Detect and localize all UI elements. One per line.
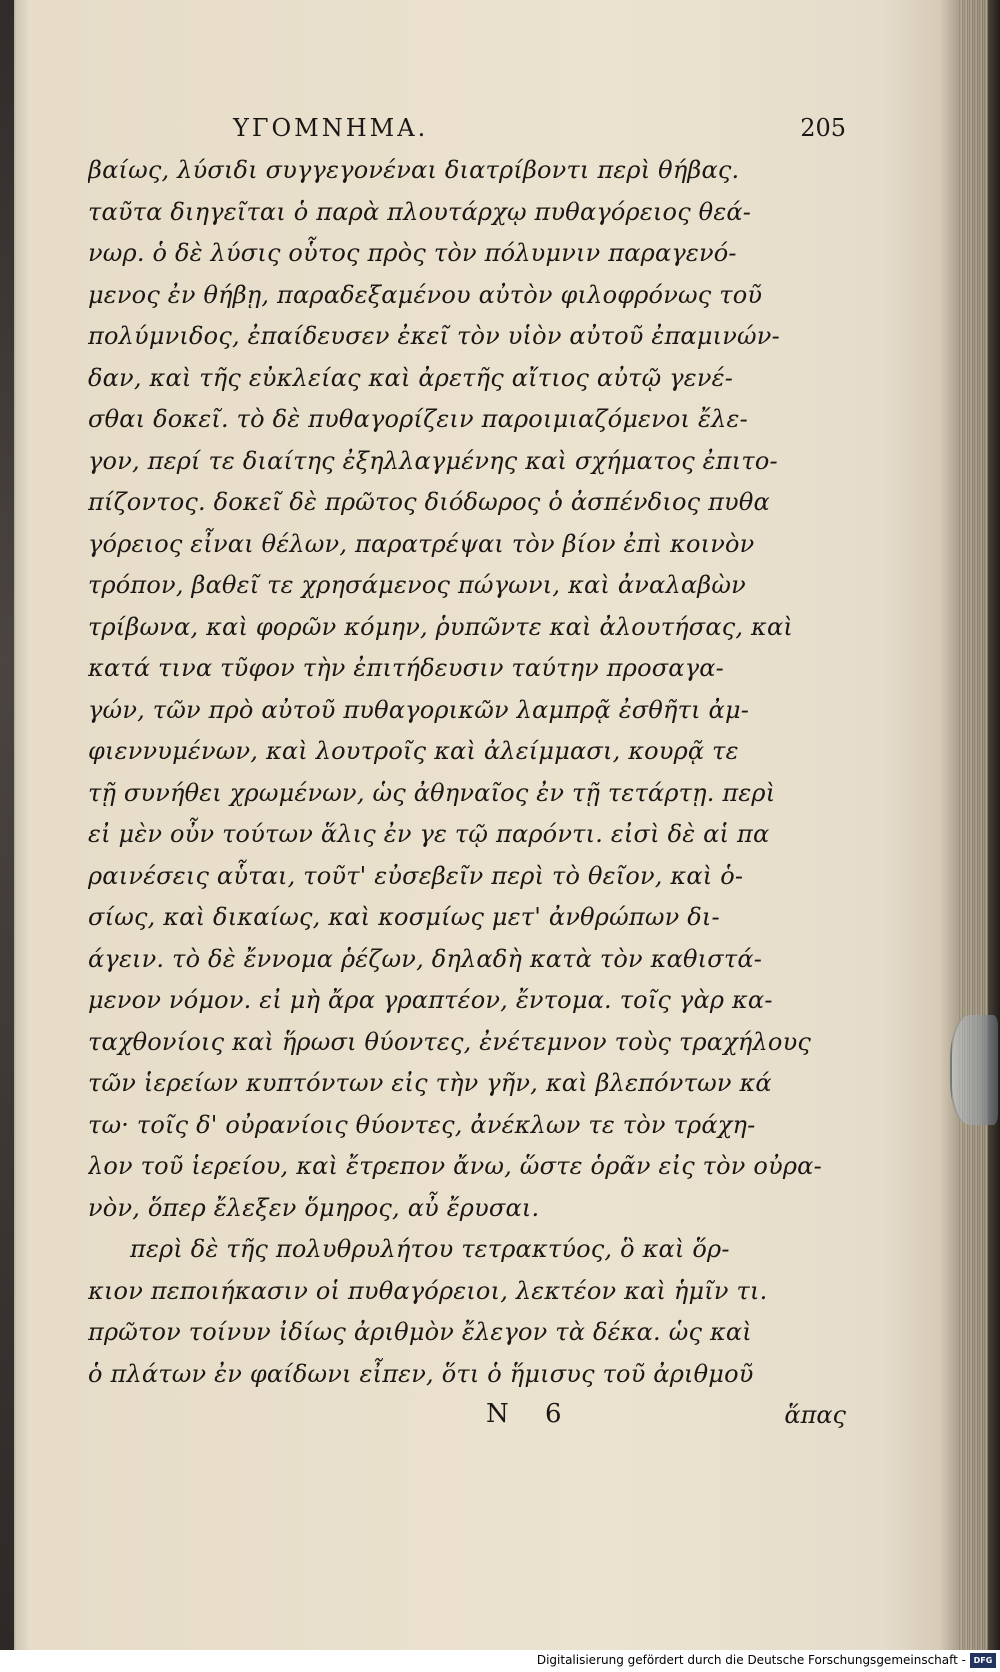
text-line: γόρειος εἶναι θέλων, παρατρέψαι τὸν βίον ἐπὶ κοινὸν xyxy=(88,529,755,558)
text-line: ταχθονίοις καὶ ἥρωσι θύοντες, ἐνέτεμνον τοὺς τραχήλους xyxy=(88,1027,812,1056)
text-line: ὁ πλάτων ἐν φαίδωνι εἶπεν, ὅτι ὁ ἥμισυς τοῦ ἀριθμοῦ xyxy=(88,1359,754,1388)
text-line: τῶν ἱερείων κυπτόντων εἰς τὴν γῆν, καὶ βλεπόντων κά xyxy=(88,1069,772,1097)
text-line: νὸν, ὅπερ ἔλεξεν ὅμηρος, αὖ ἔρυσαι. xyxy=(88,1193,540,1222)
text-line: πρῶτον τοίνυν ἰδίως ἀριθμὸν ἔλεγον τὰ δέκα. ὡς καὶ xyxy=(88,1318,752,1346)
signature-mark: N 6 xyxy=(486,1399,576,1429)
page-header xyxy=(88,108,928,148)
page-number: 205 xyxy=(800,114,846,142)
text-line: γον, περί τε διαίτης ἐξηλλαγμένης καὶ σχήματος ἐπιτο- xyxy=(88,446,778,475)
text-line: τρόπον, βαθεῖ τε χρησάμενος πώγωνι, καὶ ἀναλαβὼν xyxy=(88,571,746,599)
credit-bar xyxy=(0,1650,1000,1672)
text-line: τω· τοῖς δ' οὐρανίοις θύοντες, ἀνέκλων τε τὸν τράχη- xyxy=(88,1110,756,1139)
text-line: φιεννυμένων, καὶ λουτροῖς καὶ ἀλείμμασι, κουρᾷ τε xyxy=(88,737,739,765)
text-line: γών, τῶν πρὸ αὐτοῦ πυθαγορικῶν λαμπρᾷ ἐσθῆτι ἀμ- xyxy=(88,695,750,724)
dfg-logo-icon: DFG xyxy=(970,1653,996,1668)
text-line: κιον πεποιήκασιν οἱ πυθαγόρειοι, λεκτέον καὶ ἡμῖν τι. xyxy=(88,1276,768,1305)
book-page xyxy=(88,108,928,1441)
text-line: εἰ μὲν οὖν τούτων ἅλις ἐν γε τῷ παρόντι. εἰσὶ δὲ αἱ πα xyxy=(88,820,770,848)
text-line: λον τοῦ ἱερείου, καὶ ἔτρεπον ἄνω, ὥστε ὁρᾶν εἰς τὸν οὐρα- xyxy=(88,1152,822,1180)
page-footer xyxy=(88,1397,928,1441)
text-line: πολύμνιδος, ἐπαίδευσεν ἐκεῖ τὸν υἱὸν αὐτοῦ ἐπαμινών- xyxy=(88,322,780,350)
text-line: βαίως, λύσιδι συγγεγονέναι διατρίβοντι περὶ θήβας. xyxy=(88,156,740,184)
catchword: ἅπας xyxy=(784,1401,846,1429)
text-line: άγειν. τὸ δὲ ἔννομα ῥέζων, δηλαδὴ κατὰ τὸν καθιστά- xyxy=(88,944,763,973)
text-line: δαν, καὶ τῆς εὐκλείας καὶ ἀρετῆς αἴτιος αὐτῷ γενέ- xyxy=(88,363,734,392)
text-line: πίζοντος. δοκεῖ δὲ πρῶτος διόδωρος ὁ ἀσπένδιος πυθα xyxy=(88,488,770,516)
text-line: κατά τινα τῦφον τὴν ἐπιτήδευσιν ταύτην προσαγα- xyxy=(88,654,724,682)
paragraph-first-line: περὶ δὲ τῆς πολυθρυλήτου τετρακτύος, ὃ καὶ ὅρ- xyxy=(130,1235,730,1263)
body-text xyxy=(88,150,928,1395)
text-line: μενος ἐν θήβῃ, παραδεξαμένου αὐτὸν φιλοφρόνως τοῦ xyxy=(88,280,763,309)
text-line: μενον νόμον. εἰ μὴ ἄρα γραπτέον, ἔντομα. τοῖς γὰρ κα- xyxy=(88,986,773,1014)
text-line: σθαι δοκεῖ. τὸ δὲ πυθαγορίζειν παροιμιαζόμενοι ἔλε- xyxy=(88,405,748,433)
text-line: σίως, καὶ δικαίως, καὶ κοσμίως μετ' ἀνθρώπων δι- xyxy=(88,903,720,931)
text-line: ραινέσεις αὗται, τοῦτ' εὐσεβεῖν περὶ τὸ θεῖον, καὶ ὁ- xyxy=(88,861,744,890)
binding-edge xyxy=(0,0,14,1650)
digitization-credit: Digitalisierung gefördert durch die Deutsche Forschungsgemeinschaft - xyxy=(536,1653,966,1667)
text-line: τρίβωνα, καὶ φορῶν κόμην, ῥυπῶντε καὶ ἀλουτήσας, καὶ xyxy=(88,612,794,641)
text-line: νωρ. ὁ δὲ λύσις οὗτος πρὸς τὸν πόλυμνιν παραγενό- xyxy=(88,239,737,267)
page-clip xyxy=(950,1015,998,1125)
text-line: τῇ συνήθει χρωμένων, ὡς ἀθηναῖος ἐν τῇ τετάρτῃ. περὶ xyxy=(88,778,776,807)
text-line: ταῦτα διηγεῖται ὁ παρὰ πλουτάρχῳ πυθαγόρειος θεά- xyxy=(88,197,752,226)
running-head: ΥΓΟΜΝΗΜΑ. xyxy=(233,114,429,142)
page-fore-edge xyxy=(958,0,1000,1650)
